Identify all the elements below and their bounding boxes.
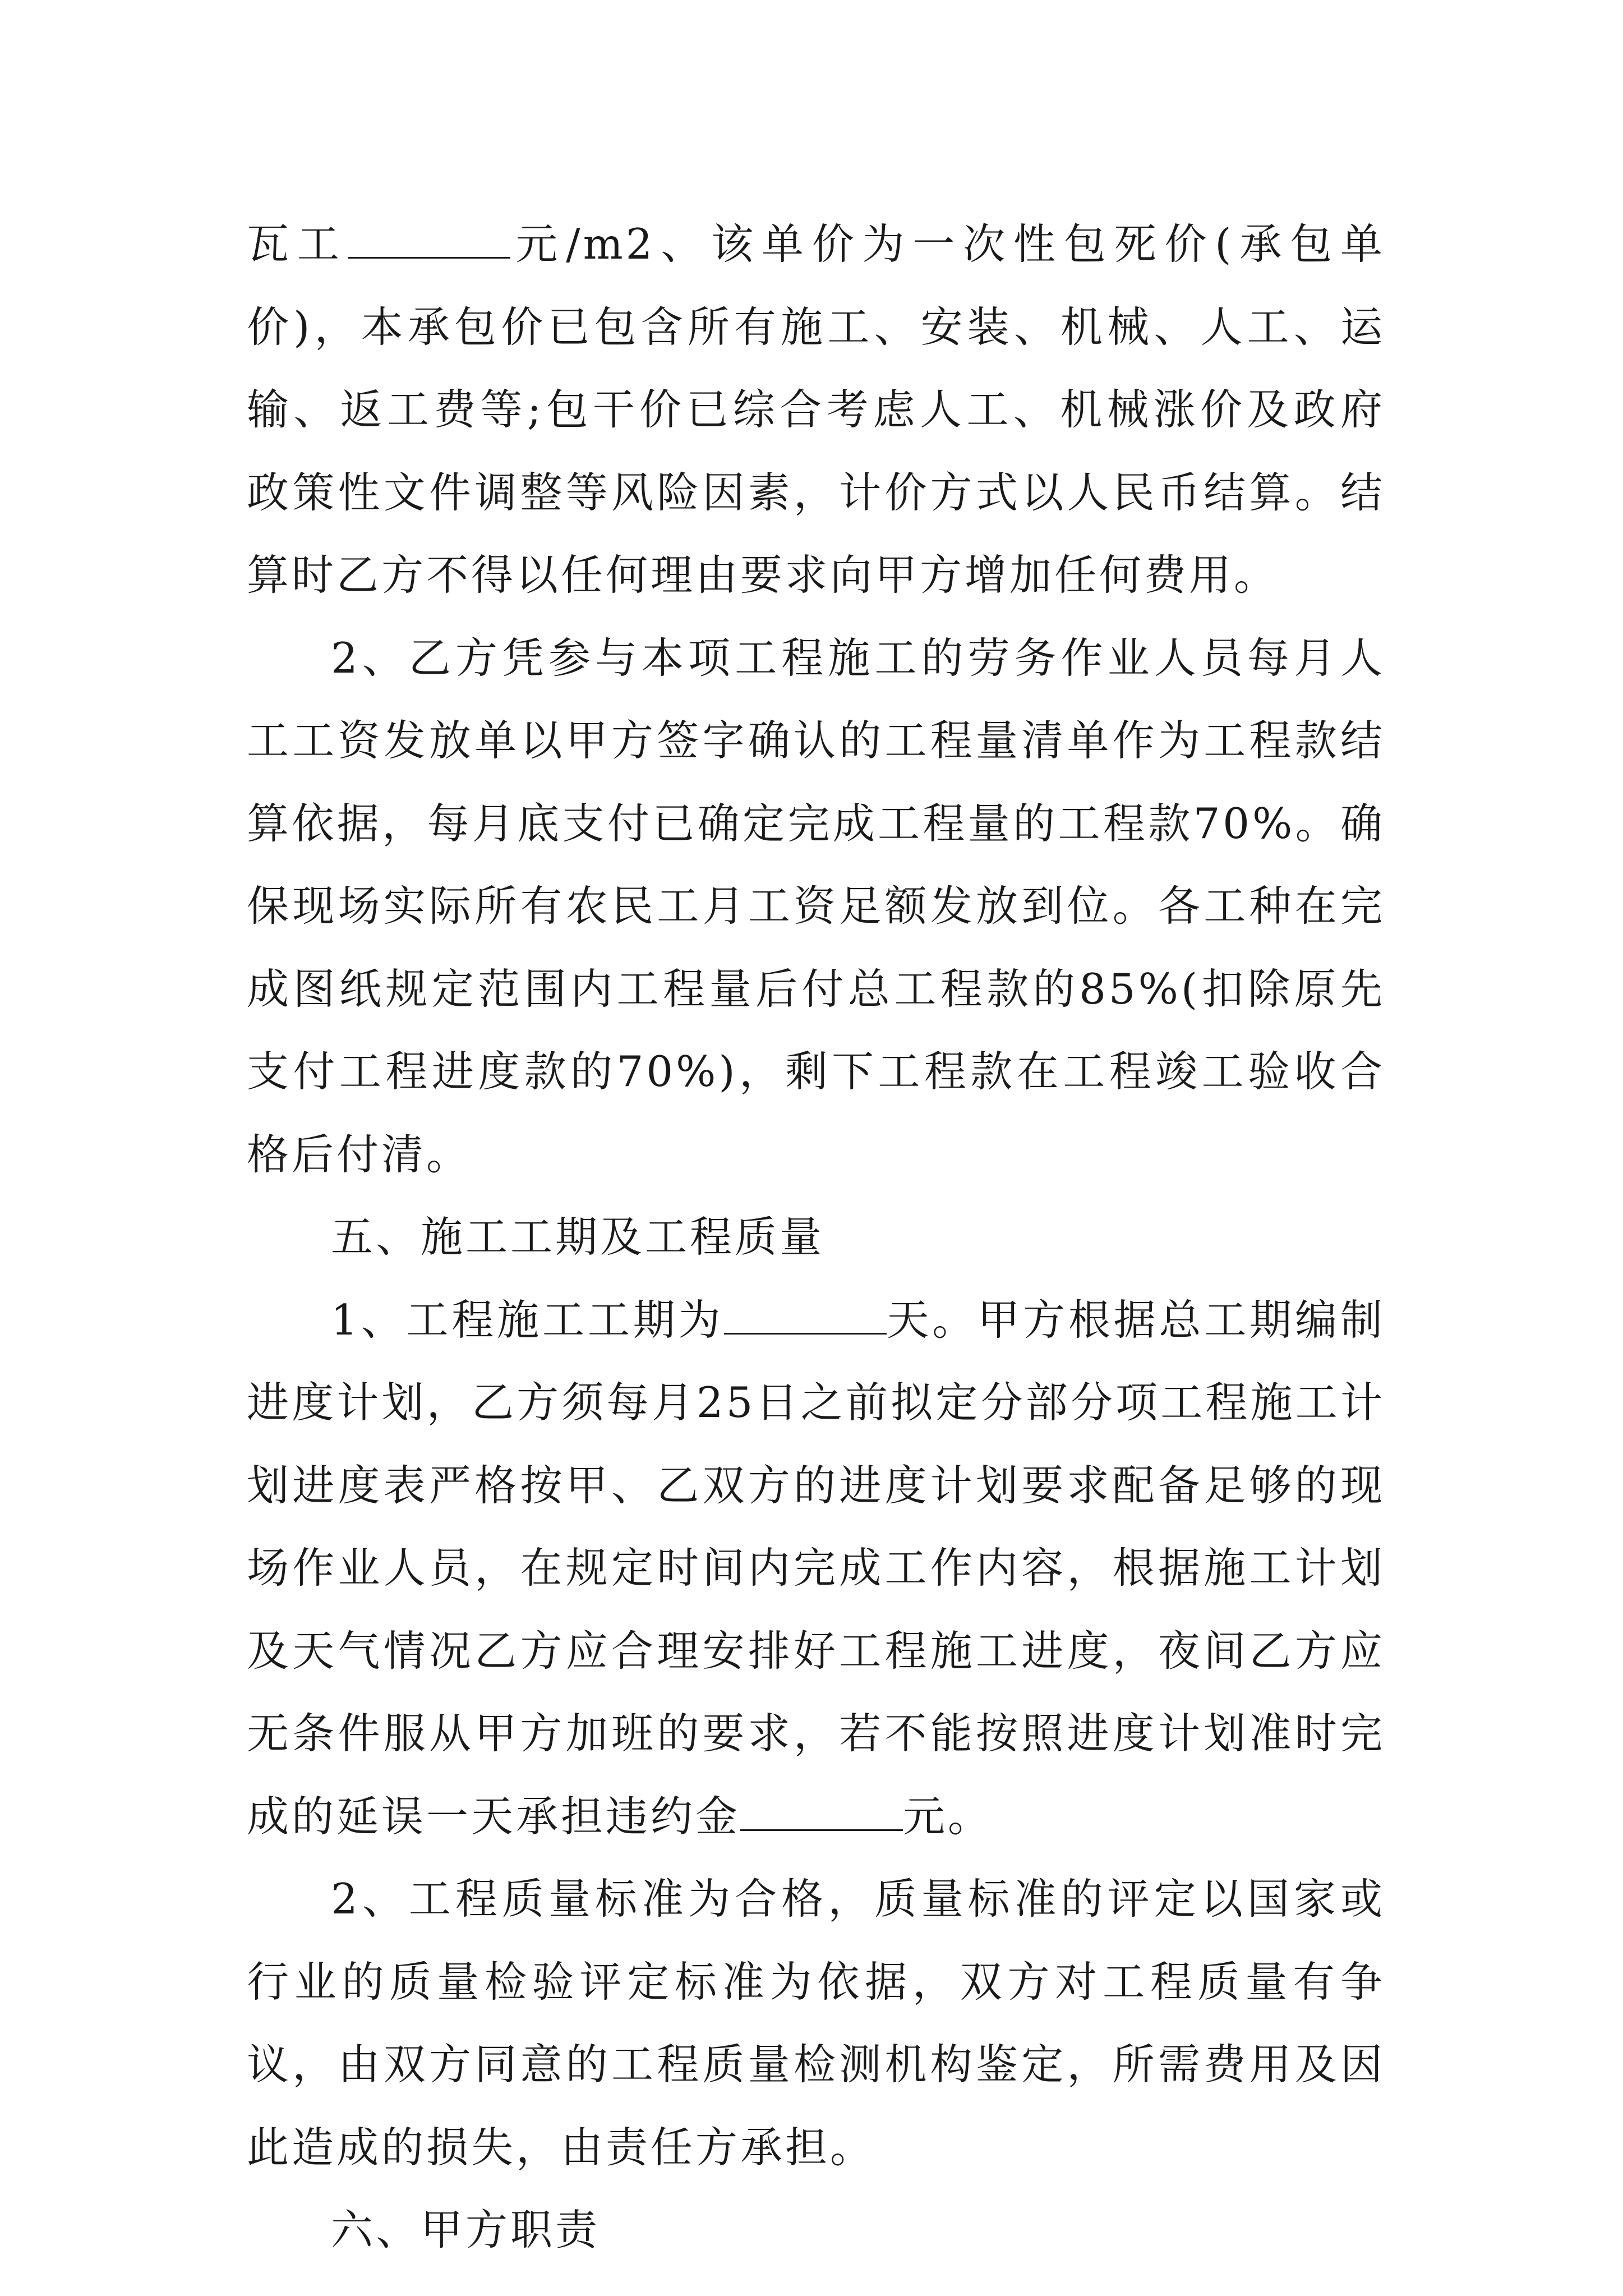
paragraph-unit-price: [247, 203, 1385, 617]
text-fragment: 瓦工: [247, 219, 348, 269]
text-fragment: 元/m2、该单价为一次性包死价(承包单价)，本承包价已包含所有施工、安装、机械、人工、运输、返工费等;包干价已综合考虑人工、机械涨价及政府政策性文件调整等风险因素，计价方式以人民币结算。结算时乙方不得以任何理由要求向甲方增加任何费用。: [247, 219, 1385, 600]
section-heading-party-a-duties: 六、甲方职责: [331, 2205, 601, 2254]
fill-in-blank: [348, 234, 510, 259]
text-fragment: 1、工程施工工期为: [331, 1295, 724, 1345]
document-body: [247, 203, 1385, 2272]
paragraph-quality-standard: 2、工程质量标准为合格，质量标准的评定以国家或行业的质量检验评定标准为依据，双方对工程质量有争议，由双方同意的工程质量检测机构鉴定，所需费用及因此造成的损失，由责任方承担。: [247, 1874, 1385, 2172]
text-fragment: 天。甲方根据总工期编制进度计划，乙方须每月25日之前拟定分部分项工程施工计划进度表严格按甲、乙双方的进度计划要求配备足够的现场作业人员，在规定时间内完成工作内容，根据施工计划及天气情况乙方应合理安排好工程施工进度，夜间乙方应无条件服从甲方加班的要求，若不能按照进度计划准时完成的延误一天承担违约金: [247, 1295, 1385, 1841]
fill-in-blank: [740, 1807, 903, 1831]
fill-in-blank: [724, 1310, 887, 1335]
text-fragment: 元。: [903, 1791, 993, 1841]
paragraph-payment-terms: 2、乙方凭参与本项工程施工的劳务作业人员每月人工工资发放单以甲方签字确认的工程量清单作为工程款结算依据，每月底支付已确定完成工程量的工程款70%。确保现场实际所有农民工月工资足额发放到位。各工种在完成图纸规定范围内工程量后付总工程款的85%(扣除原先支付工程进度款的70%)，剩下工程款在工程竣工验收合格后付清。: [247, 633, 1385, 1179]
section-heading-schedule-quality: 五、施工工期及工程质量: [331, 1212, 825, 1262]
paragraph-construction-period: [247, 1279, 1385, 1858]
